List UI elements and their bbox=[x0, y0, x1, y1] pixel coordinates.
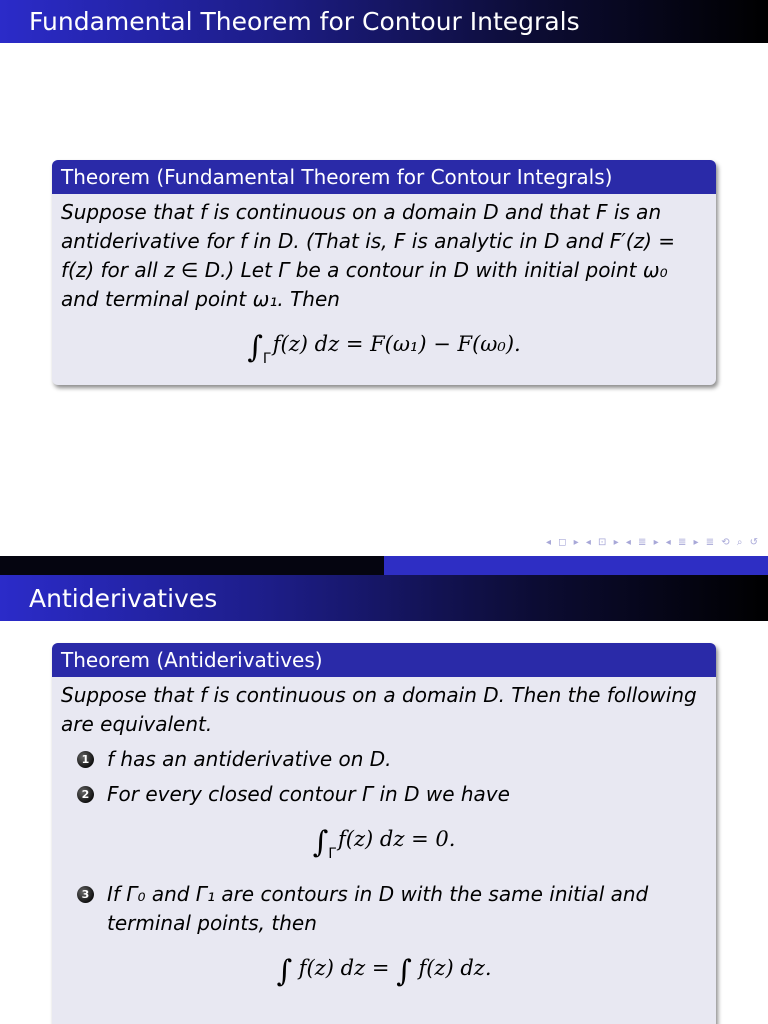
integral-symbol: ∫ bbox=[396, 954, 412, 989]
progress-remaining bbox=[384, 556, 768, 575]
item2-equation bbox=[61, 823, 707, 870]
theorem-block-title: Theorem (Fundamental Theorem for Contour Integrals) bbox=[52, 160, 716, 194]
list-item-text: f has an antiderivative on D. bbox=[107, 747, 392, 771]
theorem-block-body bbox=[52, 194, 716, 375]
equation-text: f(z) dz = F(ω₁) − F(ω₀). bbox=[272, 332, 521, 356]
number-ball-icon: 1 bbox=[77, 751, 94, 768]
integral-subscript: Γ bbox=[262, 351, 271, 367]
equation-right: f(z) dz. bbox=[418, 956, 492, 980]
slide-antiderivatives bbox=[0, 556, 768, 1024]
progress-done bbox=[0, 556, 384, 575]
theorem-block bbox=[52, 643, 716, 1024]
slide-title: Antiderivatives bbox=[0, 575, 768, 621]
integral-symbol: ∫ bbox=[312, 825, 329, 860]
list-item-text: For every closed contour Γ in D we have bbox=[107, 782, 510, 806]
equation-left: f(z) dz = bbox=[298, 956, 390, 980]
number-ball-icon: 3 bbox=[77, 886, 94, 903]
list-item bbox=[61, 880, 707, 988]
theorem-block-title: Theorem (Antiderivatives) bbox=[52, 643, 716, 677]
list-item-text: If Γ₀ and Γ₁ are contours in D with the same initial and terminal points, then bbox=[107, 882, 649, 935]
equation-text: f(z) dz = 0. bbox=[338, 827, 456, 851]
theorem-block bbox=[52, 160, 716, 385]
integral-symbol: ∫ bbox=[247, 330, 263, 365]
equivalence-list bbox=[61, 745, 707, 988]
theorem-intro: Suppose that f is continuous on a domain D. Then the following are equivalent. bbox=[61, 683, 697, 736]
theorem-block-body bbox=[52, 677, 716, 988]
item3-equation bbox=[61, 952, 707, 988]
list-item bbox=[61, 780, 707, 870]
integral-subscript: Γ bbox=[328, 846, 337, 862]
number-ball-icon: 2 bbox=[77, 786, 94, 803]
theorem-statement: Suppose that f is continuous on a domain D and that F is an antiderivative for f in D. (That is, F is analytic in D and F′(z) = f(z) for all z ∈ D.) Let Γ be a contour in D with initial point ω₀ and terminal point ω₁. Then bbox=[61, 200, 676, 311]
theorem-equation bbox=[61, 328, 707, 375]
list-item bbox=[61, 745, 707, 774]
beamer-navigation-icons[interactable]: ◂ ◻ ▸ ◂ ⊡ ▸ ◂ ≣ ▸ ◂ ≣ ▸ ≣ ⟲ ⌕ ↺ bbox=[545, 537, 760, 548]
integral-symbol: ∫ bbox=[276, 954, 293, 989]
progress-bar bbox=[0, 556, 768, 575]
slide-title: Fundamental Theorem for Contour Integrals bbox=[0, 0, 768, 43]
